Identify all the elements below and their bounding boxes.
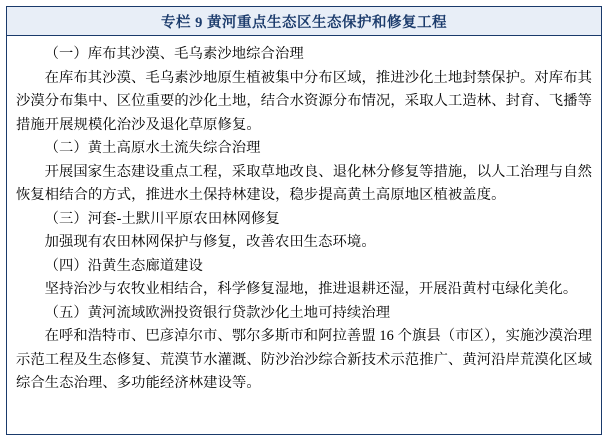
panel-body — [6, 36, 602, 435]
section-heading-2: （二）黄土高原水土流失综合治理 — [44, 140, 261, 156]
section-body-1: 在库布其沙漠、毛乌素沙地原生植被集中分布区域，推进沙化土地封禁保护。对库布其沙漠分布集中、区位重要的沙化土地，结合水资源分布情况，采取人工造林、封育、飞播等措施开展规模化治沙及退化草原修复。 — [16, 69, 592, 133]
section-body-3: 加强现有农田林网保护与修复，改善农田生态环境。 — [44, 234, 376, 250]
section-heading-3: （三）河套-土默川平原农田林网修复 — [44, 210, 280, 227]
panel-title: 专栏 9 黄河重点生态区生态保护和修复工程 — [161, 14, 447, 31]
section-heading-5: （五）黄河流域欧洲投资银行贷款沙化土地可持续治理 — [44, 304, 391, 321]
section-body-5: 在呼和浩特市、巴彦淖尔市、鄂尔多斯市和阿拉善盟 16 个旗县（市区），实施沙漠治理示范工程及生态修复、荒漠节水灌溉、防沙治沙综合新技术示范推广、黄河沿岸荒漠化区域综合生态治理、多功能经济林建设等。 — [16, 328, 592, 391]
section-body-2: 开展国家生态建设重点工程，采取草地改良、退化林分修复等措施，以人工治理与自然恢复相结合的方式，推进水土保持林建设，稳步提高黄土高原地区植被盖度。 — [16, 163, 592, 203]
section-heading-4: （四）沿黄生态廊道建设 — [44, 257, 203, 274]
section-body-4: 坚持治沙与农牧业相结合，科学修复湿地，推进退耕还湿，开展沿黄村屯绿化美化。 — [44, 281, 578, 297]
panel-title-bar — [6, 6, 602, 36]
section-heading-1: （一）库布其沙漠、毛乌素沙地综合治理 — [44, 46, 304, 62]
